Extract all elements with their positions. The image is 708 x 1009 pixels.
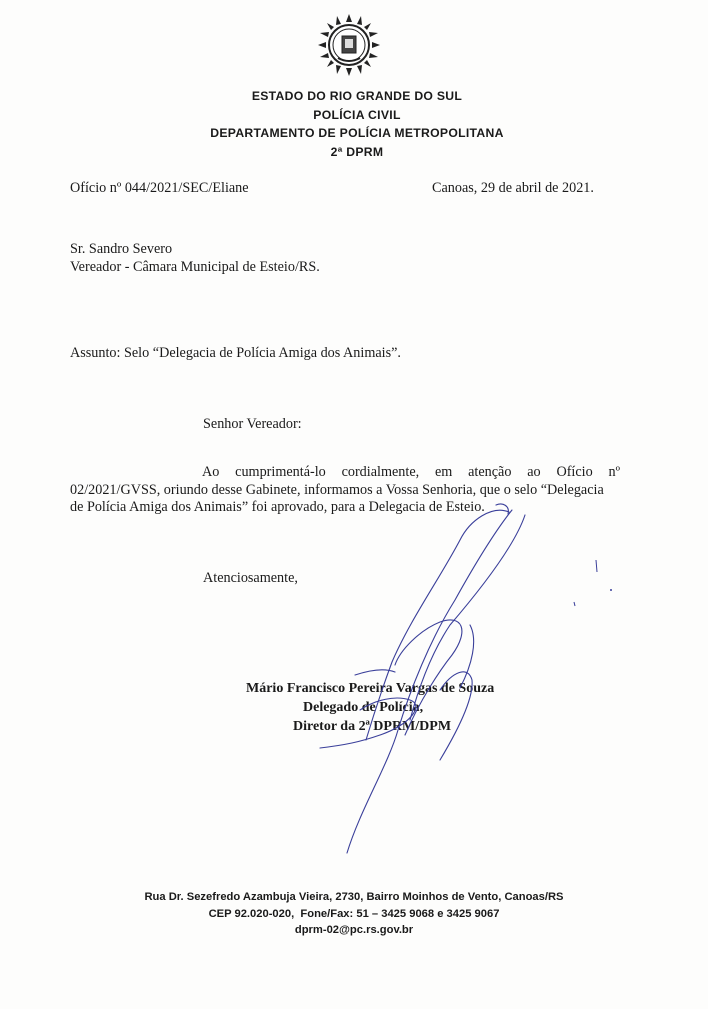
rio-grande-do-sul-coat-of-arms <box>318 14 380 76</box>
footer-email: dprm-02@pc.rs.gov.br <box>294 924 414 936</box>
subject-line: Assunto: Selo “Delegacia de Polícia Amiga dos Animais”. <box>70 345 401 361</box>
footer <box>0 889 708 939</box>
recipient-name: Sr. Sandro Severo <box>70 241 173 257</box>
footer-contact: CEP 92.020-020, Fone/Fax: 51 – 3425 9068 e 3425 9067 <box>208 907 500 920</box>
letterhead-department: DEPARTAMENTO DE POLÍCIA METROPOLITANA <box>210 126 504 140</box>
closing: Atenciosamente, <box>203 570 298 586</box>
footer-address: Rua Dr. Sezefredo Azambuja Vieira, 2730, Bairro Moinhos de Vento, Canoas/RS <box>144 891 564 903</box>
oficio-number: Ofício nº 044/2021/SEC/Eliane <box>70 180 249 196</box>
body-line-1: Ao cumprimentá-lo cordialmente, em atenção ao Ofício nº <box>202 464 620 480</box>
letter-body <box>70 464 620 517</box>
letterhead-agency: POLÍCIA CIVIL <box>313 107 401 122</box>
letterhead <box>0 87 708 161</box>
signatory-position: Diretor da 2ª DPRM/DPM <box>293 719 452 734</box>
body-line-3: de Polícia Amiga dos Animais” foi aprovado, para a Delegacia de Esteio. <box>70 499 485 515</box>
recipient-role: Vereador - Câmara Municipal de Esteio/RS. <box>70 259 320 275</box>
salutation: Senhor Vereador: <box>203 416 302 432</box>
signatory-name: Mário Francisco Pereira Vargas de Souza <box>246 681 495 696</box>
signatory-title: Delegado de Polícia, <box>303 700 424 715</box>
letterhead-division: 2ª DPRM <box>330 144 384 159</box>
body-line-2: 02/2021/GVSS, oriundo desse Gabinete, informamos a Vossa Senhoria, que o selo “Delegacia <box>70 481 604 498</box>
place-date: Canoas, 29 de abril de 2021. <box>432 180 594 196</box>
letterhead-state: ESTADO DO RIO GRANDE DO SUL <box>251 89 463 103</box>
